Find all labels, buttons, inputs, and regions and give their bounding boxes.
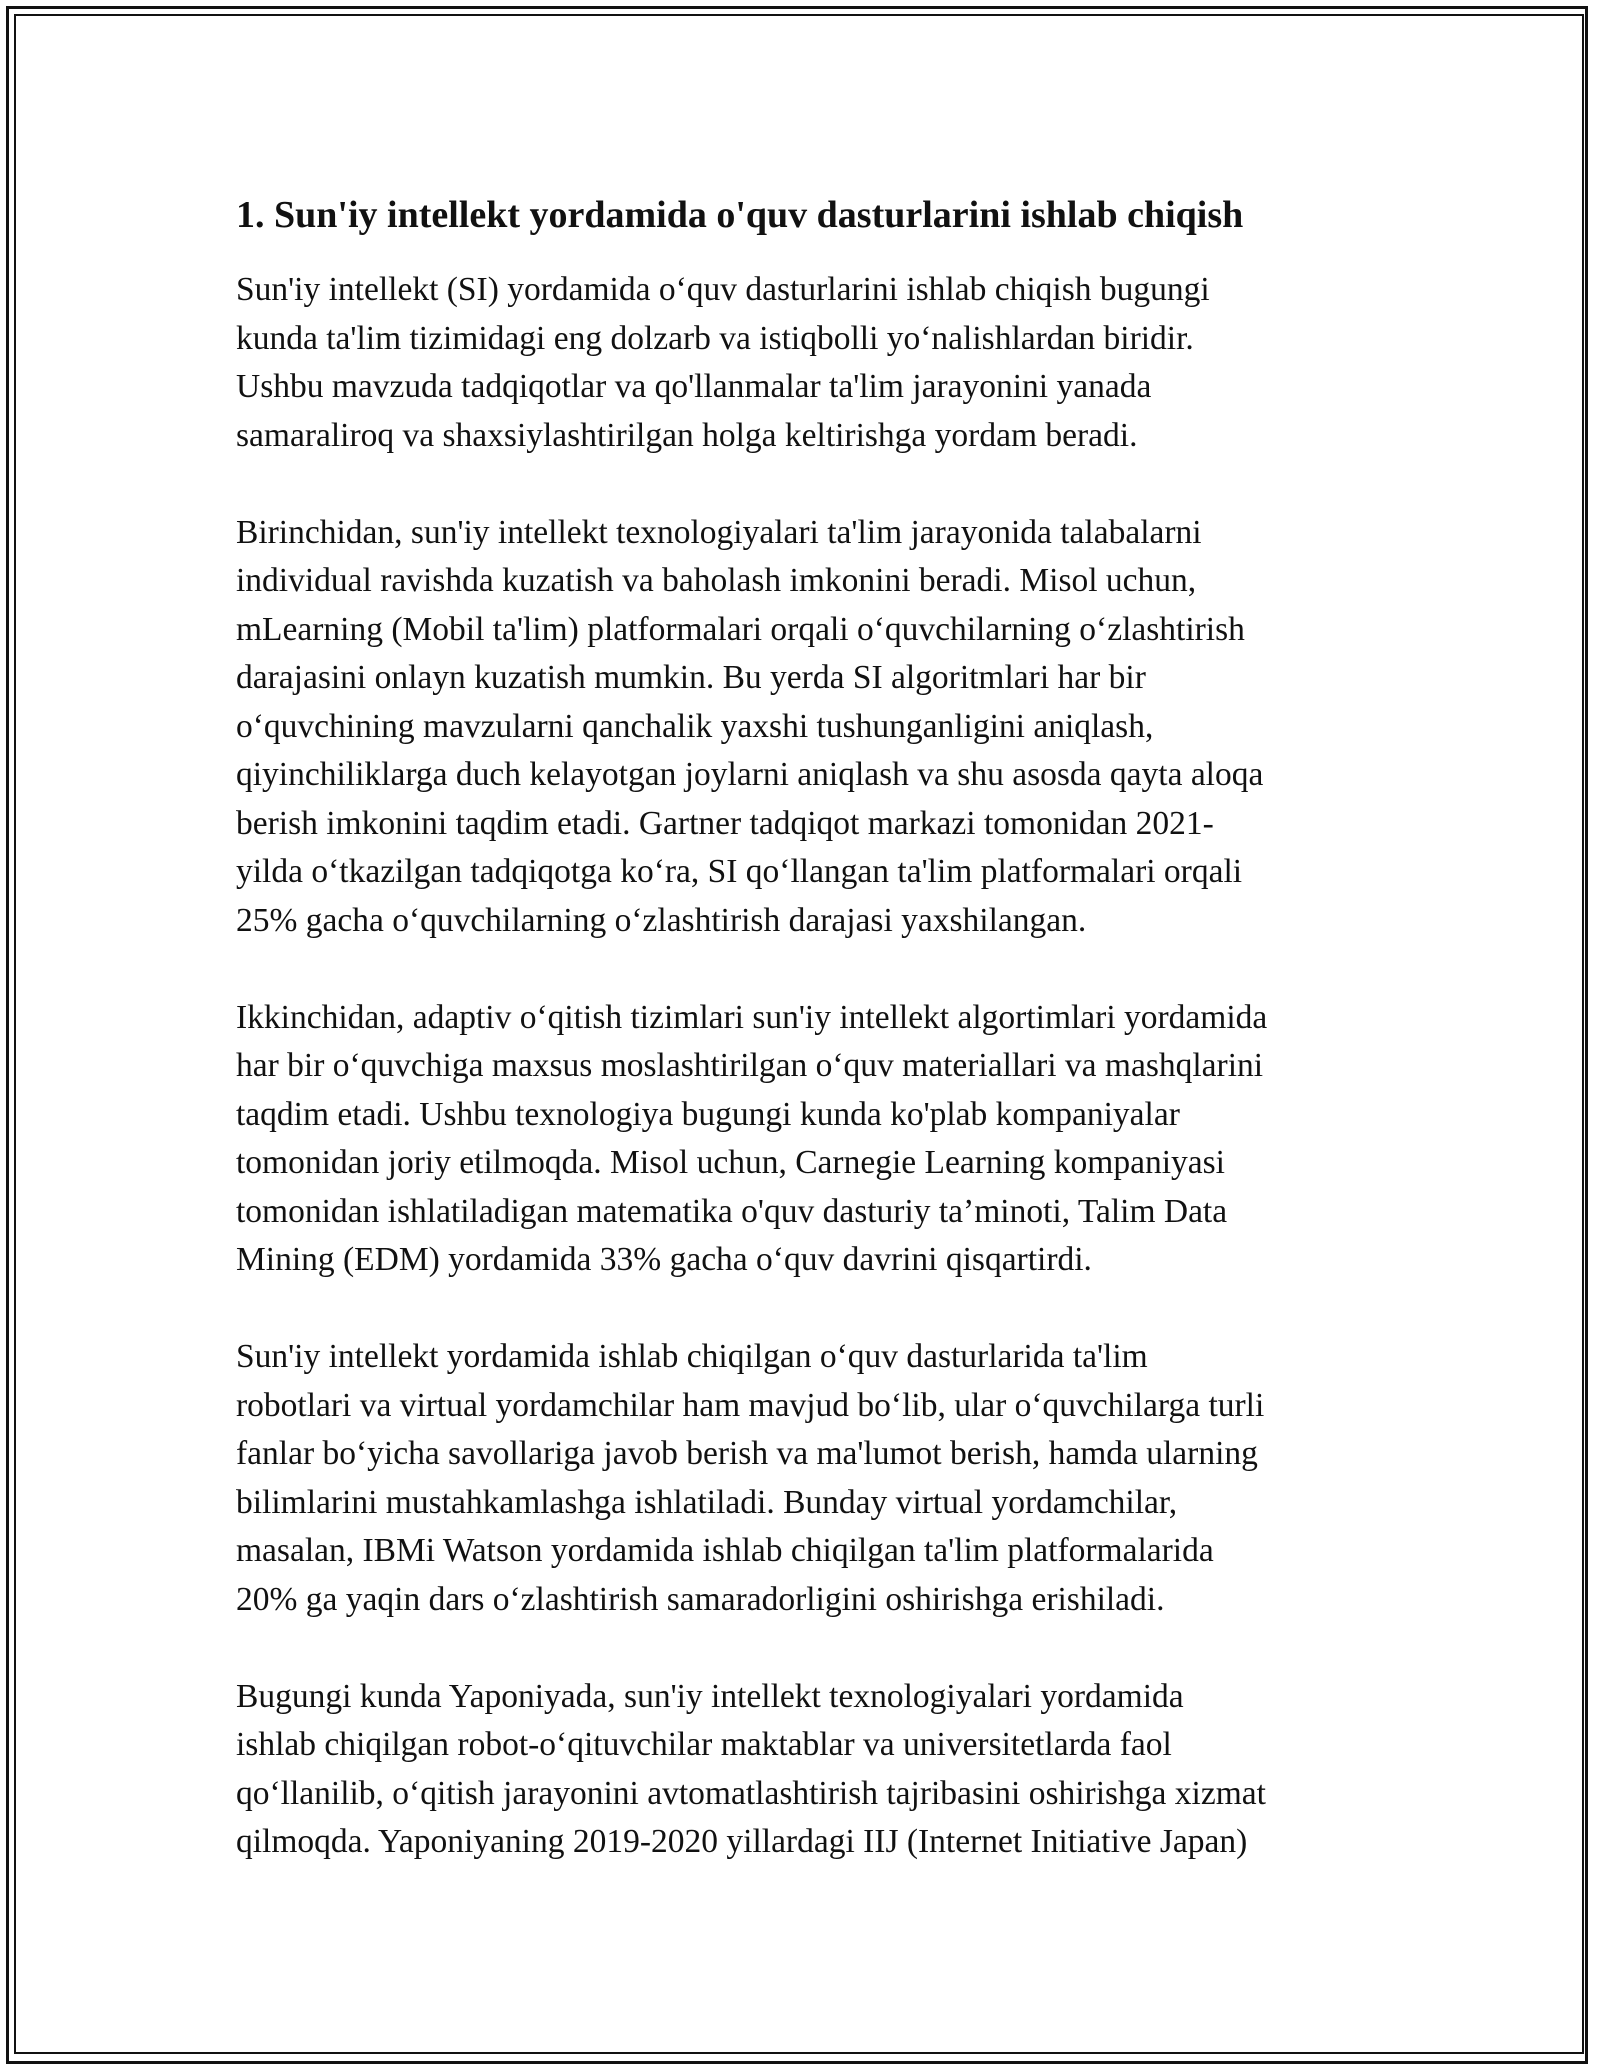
paragraph-virtual-assistants: Sun'iy intellekt yordamida ishlab chiqilgan o‘quv dasturlarida ta'lim robotlari va virtual yordamchilar ham mavjud bo‘lib, ular o‘quvchilarga turli fanlar bo‘yicha savollariga javob berish va ma'lumot berish, hamda ularning bilimlarini mustahkamlashga ishlatiladi. Bunday virtual yordamchilar, masalan, IBMi Watson yordamida ishlab chiqilgan ta'lim platformalarida 20% ga yaqin dars o‘zlashtirish samaradorligini oshirishga erishiladi. <box>236 1338 1265 1618</box>
paragraph-japan: Bugungi kunda Yaponiyada, sun'iy intellekt texnologiyalari yordamida ishlab chiqilgan robot-o‘qituvchilar maktablar va universitetlarda faol qo‘llanilib, o‘qitish jarayonini avtomatlashtirish tajribasini oshirishga xizmat qilmoqda. Yaponiyaning 2019-2020 yillardagi IIJ (Internet Initiative Japan) <box>236 1677 1266 1860</box>
paragraph-first-point: Birinchidan, sun'iy intellekt texnologiyalari ta'lim jarayonida talabalarni individual ravishda kuzatish va baholash imkonini beradi. Misol uchun, mLearning (Mobil ta'lim) platformalari orqali o‘quvchilarning o‘zlashtirish darajasini onlayn kuzatish mumkin. Bu yerda SI algoritmlari har bir o‘quvchining mavzularni qanchalik yaxshi tushunganligini aniqlash, qiyinchiliklarga duch kelayotgan joylarni aniqlash va shu asosda qayta aloqa berish imkonini taqdim etadi. Gartner tadqiqot markazi tomonidan 2021- yilda o‘tkazilgan tadqiqotga ko‘ra, SI qo‘llangan ta'lim platformalari orqali 25% gacha o‘quvchilarning o‘zlashtirish darajasi yaxshilangan. <box>236 513 1264 939</box>
paragraph-second-point: Ikkinchidan, adaptiv o‘qitish tizimlari sun'iy intellekt algortimlari yordamida har bir o‘quvchiga maxsus moslashtirilgan o‘quv materiallari va mashqlarini taqdim etadi. Ushbu texnologiya bugungi kunda ko'plab kompaniyalar tomonidan joriy etilmoqda. Misol uchun, Carnegie Learning kompaniyasi tomonidan ishlatiladigan matematika o'quv dasturiy ta’minoti, Talim Data Mining (EDM) yordamida 33% gacha o‘quv davrini qisqartirdi. <box>236 998 1268 1278</box>
document-body <box>236 180 1366 1915</box>
paragraph-intro: Sun'iy intellekt (SI) yordamida o‘quv dasturlarini ishlab chiqish bugungi kunda ta'lim tizimidagi eng dolzarb va istiqbolli yo‘nalishlardan biridir. Ushbu mavzuda tadqiqotlar va qo'llanmalar ta'lim jarayonini yanada samaraliroq va shaxsiylashtirilgan holga keltirishga yordam beradi. <box>236 271 1210 454</box>
section-heading: 1. Sun'iy intellekt yordamida o'quv dasturlarini ishlab chiqish <box>236 194 1244 236</box>
